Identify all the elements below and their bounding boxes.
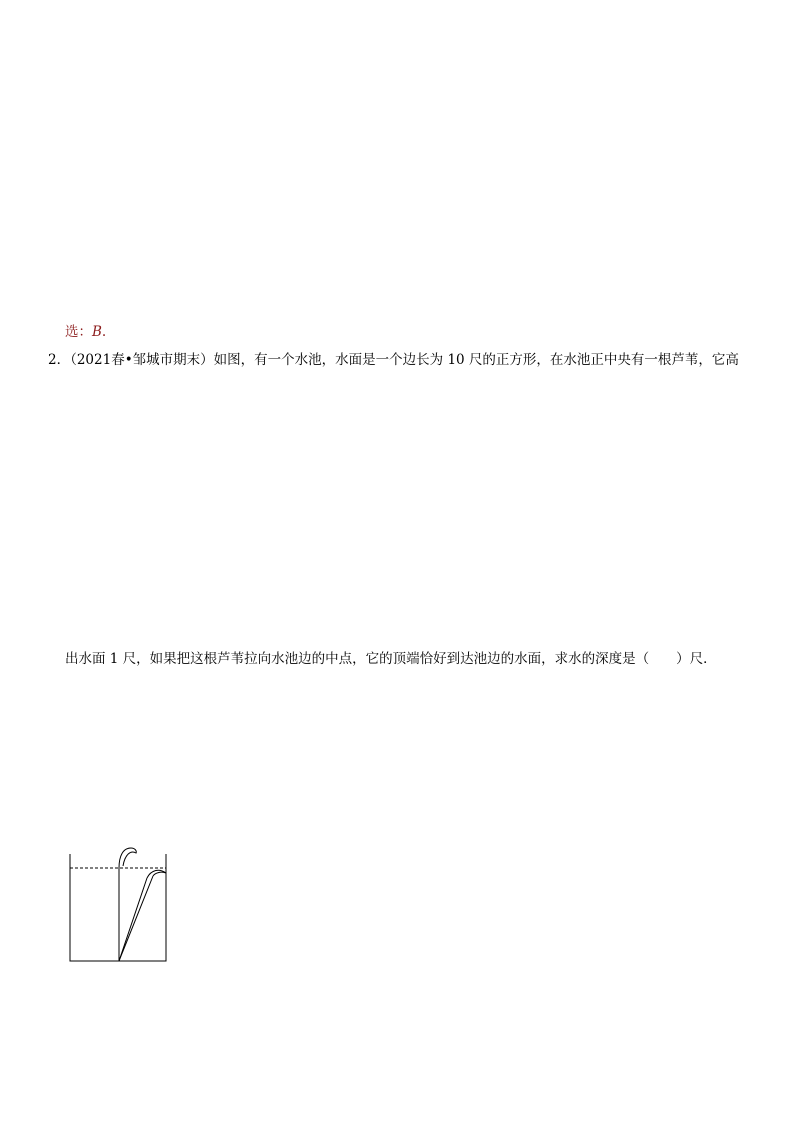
question-line-2: 出水面 1 尺，如果把这根芦苇拉向水池边的中点，它的顶端恰好到达池边的水面，求水的深度是（ ）尺． — [65, 651, 717, 667]
reed-edge-curl — [147, 870, 166, 878]
question-number: 2． — [48, 352, 71, 368]
answer-option: B — [92, 324, 102, 340]
reed-top-curl — [119, 848, 136, 868]
answer-line — [65, 324, 106, 340]
question-text-1: （2021春•邹城市期末）如图，有一个水池，水面是一个边长为 10 尺的正方形，在水池正中央有一根芦苇，它高 — [70, 352, 739, 368]
pond-reed-figure — [65, 842, 173, 966]
question-line-1 — [48, 352, 739, 368]
pond-outline — [70, 854, 166, 961]
reed-slanted — [119, 878, 147, 961]
answer-suffix: . — [101, 324, 107, 340]
answer-prefix: 选： — [65, 324, 92, 340]
reed-slanted-inner — [119, 876, 153, 961]
